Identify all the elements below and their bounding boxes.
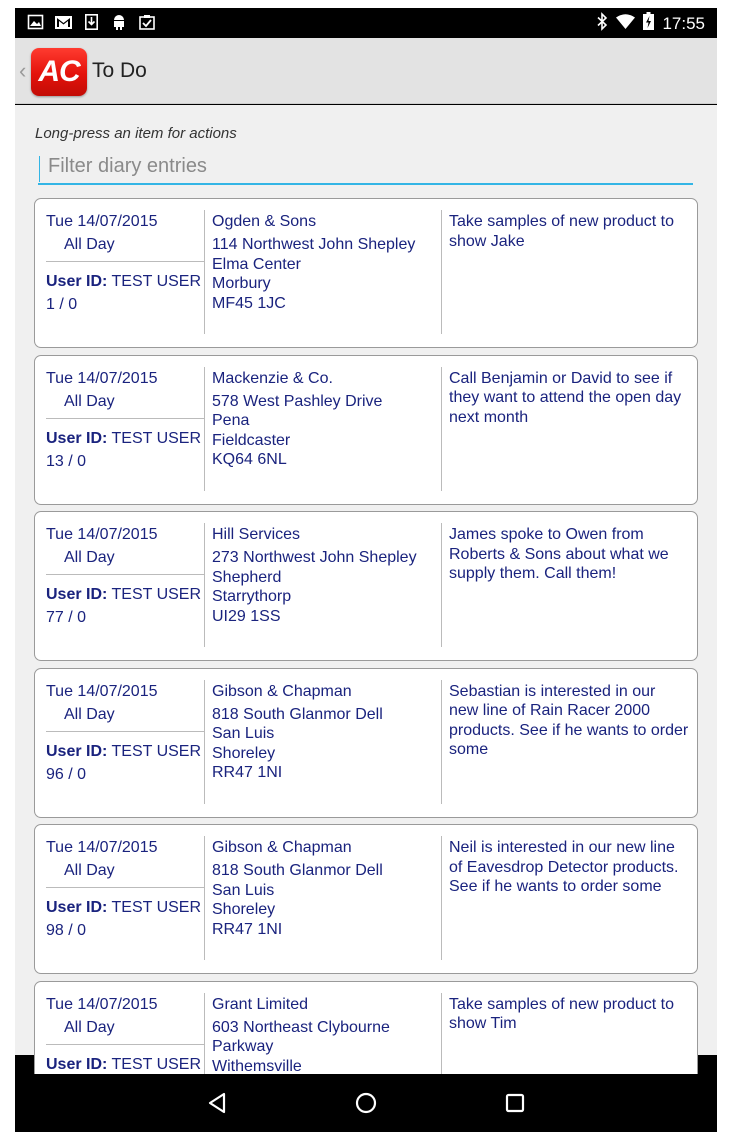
wifi-icon (616, 14, 635, 34)
gmail-icon (55, 14, 71, 30)
address-line: 818 South Glanmor Dell (212, 705, 383, 723)
address-line: 273 Northwest John Shepley (212, 549, 417, 566)
system-icons (597, 12, 705, 35)
address-line: RR47 1NI (212, 920, 283, 938)
address-line: Shepherd (212, 568, 282, 586)
diary-list[interactable] (34, 198, 698, 1137)
user-value: TEST USER (111, 899, 202, 916)
back-icon[interactable] (204, 1090, 230, 1116)
address-line: RR47 1NI (212, 764, 283, 781)
entry-company: Grant Limited (212, 995, 309, 1013)
entry-date: Tue 14/07/2015 (46, 682, 158, 700)
divider (204, 836, 205, 960)
divider (204, 680, 205, 804)
entry-time: All Day (64, 549, 115, 566)
entry-company: Ogden & Sons (212, 213, 317, 230)
page-title: To Do (92, 59, 147, 82)
entry-date: Tue 14/07/2015 (46, 369, 158, 387)
divider (441, 680, 442, 804)
entry-counts: 1 / 0 (46, 296, 78, 313)
entry-date-column (46, 669, 204, 805)
address-line: Fieldcaster (212, 431, 291, 449)
up-chevron-icon[interactable]: ‹ (19, 58, 27, 83)
entry-date-column (46, 356, 204, 492)
entry-counts: 13 / 0 (46, 452, 87, 470)
entry-address (212, 235, 415, 313)
entry-date: Tue 14/07/2015 (46, 213, 158, 230)
entry-note: Call Benjamin or David to see if they want to attend the open day next month (449, 369, 682, 426)
entry-note: Take samples of new product to show Jake (449, 213, 675, 250)
entry-user (46, 429, 201, 449)
divider (441, 367, 442, 491)
user-value: TEST USER (111, 586, 202, 603)
entry-time: All Day (64, 392, 115, 410)
user-label: User ID: (46, 273, 108, 290)
user-label: User ID: (46, 899, 108, 916)
address-line: San Luis (212, 881, 275, 899)
user-label: User ID: (46, 742, 108, 760)
entry-time: All Day (64, 862, 115, 879)
hint-text: Long-press an item for actions (35, 125, 237, 142)
address-line: Shoreley (212, 744, 276, 762)
status-bar (15, 8, 717, 38)
entry-address (212, 548, 417, 626)
entry-time: All Day (64, 236, 115, 253)
entry-company: Gibson & Chapman (212, 682, 352, 700)
entry-counts: 77 / 0 (46, 609, 87, 626)
entry-note: Take samples of new product to show Tim (449, 995, 675, 1032)
bluetooth-icon (597, 13, 608, 35)
address-line: MF45 1JC (212, 294, 286, 312)
entry-user (46, 742, 201, 762)
address-line: Pena (212, 412, 250, 429)
user-value: TEST USER (111, 1055, 202, 1073)
app-logo-text: AC (38, 55, 80, 88)
entry-time: All Day (64, 1018, 115, 1036)
entry-user (46, 272, 201, 292)
diary-entry-card[interactable] (34, 355, 698, 505)
address-line: KQ64 6NL (212, 451, 287, 468)
user-value: TEST USER (111, 429, 202, 447)
address-line: 603 Northeast Clybourne (212, 1018, 390, 1036)
entry-company: Gibson & Chapman (212, 839, 352, 856)
address-line: 578 West Pashley Drive (212, 392, 383, 410)
address-line: Elma Center (212, 255, 301, 273)
clock: 17:55 (662, 13, 705, 33)
divider (46, 731, 204, 732)
divider (46, 261, 204, 262)
entry-address (212, 392, 382, 470)
entry-date: Tue 14/07/2015 (46, 995, 158, 1013)
filter-input[interactable] (38, 149, 693, 185)
divider (46, 887, 204, 888)
diary-entry-card[interactable] (34, 668, 698, 818)
address-line: Parkway (212, 1038, 274, 1055)
address-line: UI29 1SS (212, 607, 281, 625)
divider (441, 836, 442, 960)
address-line: San Luis (212, 725, 275, 742)
address-line: 818 South Glanmor Dell (212, 862, 383, 879)
divider (204, 210, 205, 334)
notification-icons (27, 14, 155, 30)
entry-date-column (46, 512, 204, 648)
user-label: User ID: (46, 429, 108, 447)
diary-content (15, 105, 717, 1075)
entry-note: Sebastian is interested in our new line of Rain Racer 2000 products. See if he wants to order some (449, 682, 689, 758)
entry-note: Neil is interested in our new line of Eavesdrop Detector products. See if he wants to order some (449, 839, 679, 895)
entry-date: Tue 14/07/2015 (46, 526, 158, 543)
battery-charging-icon (643, 12, 654, 35)
divider (46, 574, 204, 575)
user-label: User ID: (46, 586, 108, 603)
address-line: 114 Northwest John Shepley (212, 236, 416, 253)
entry-date-column (46, 825, 204, 961)
user-value: TEST USER (111, 742, 202, 760)
device-screen (15, 8, 717, 1132)
diary-entry-card[interactable] (34, 198, 698, 348)
divider (46, 418, 204, 419)
entry-address (212, 705, 383, 783)
recents-icon[interactable] (502, 1090, 528, 1116)
address-line: Shoreley (212, 901, 276, 918)
entry-time: All Day (64, 705, 115, 723)
address-line: Withemsville (212, 1057, 302, 1075)
divider (441, 523, 442, 647)
entry-date-column (46, 199, 204, 335)
user-value: TEST USER (111, 273, 202, 290)
user-label: User ID: (46, 1055, 108, 1073)
entry-address (212, 1018, 390, 1077)
app-logo[interactable] (31, 48, 87, 96)
address-line: Morbury (212, 275, 271, 292)
entry-note: James spoke to Owen from Roberts & Sons about what we supply them. Call them! (449, 526, 669, 582)
clipboard-check-icon (139, 14, 155, 30)
entry-company: Mackenzie & Co. (212, 369, 333, 387)
download-icon (83, 14, 99, 30)
entry-date: Tue 14/07/2015 (46, 839, 158, 856)
text-cursor (39, 156, 40, 182)
entry-counts: 96 / 0 (46, 765, 87, 783)
gallery-icon (27, 14, 43, 30)
address-line: Starrythorp (212, 588, 292, 605)
navigation-bar (15, 1074, 717, 1132)
android-icon (111, 14, 127, 30)
divider (441, 210, 442, 334)
entry-user (46, 1055, 201, 1075)
entry-address (212, 861, 383, 939)
divider (204, 367, 205, 491)
divider (204, 523, 205, 647)
entry-user (46, 585, 201, 605)
divider (46, 1044, 204, 1045)
entry-user (46, 898, 201, 918)
diary-entry-card[interactable] (34, 824, 698, 974)
home-icon[interactable] (353, 1090, 379, 1116)
diary-entry-card[interactable] (34, 511, 698, 661)
entry-company: Hill Services (212, 526, 301, 543)
entry-counts: 98 / 0 (46, 922, 87, 939)
action-bar (15, 38, 717, 104)
